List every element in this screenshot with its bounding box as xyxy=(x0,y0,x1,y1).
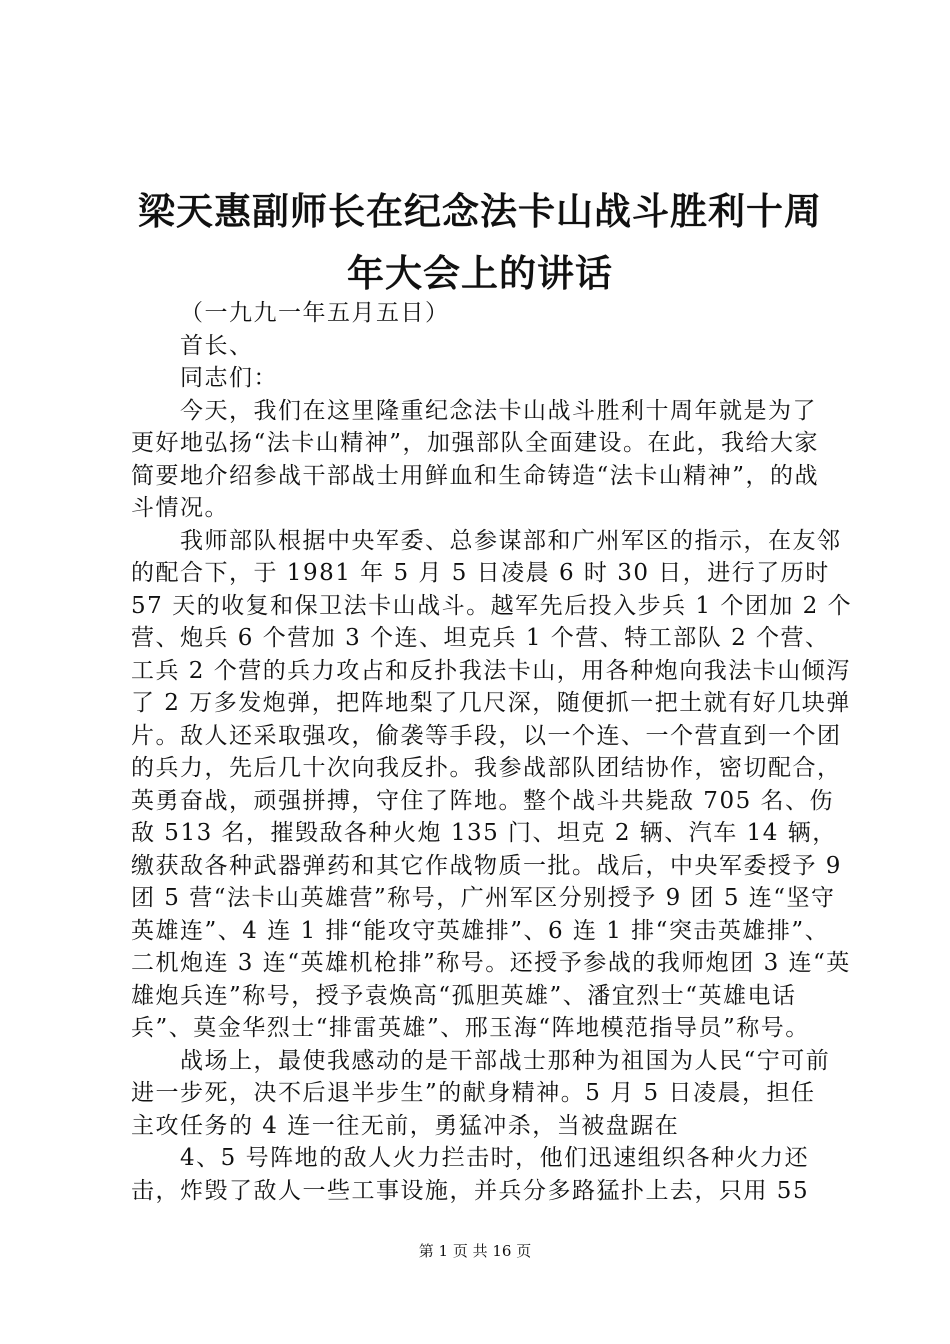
paragraph-battle-summary: 我师部队根据中央军委、总参谋部和广州军区的指示，在友邻的配合下，于 1981 年 5 月 5 日凌晨 6 时 30 日，进行了历时 57 天的收复和保卫法卡山战斗。越军先后投入步兵 1 个团加 2 个营、炮兵 6 个营加 3 个连、坦克兵 1 个营、特工部队 2 个营、工兵 2 个营的兵力攻占和反扑我法卡山，用各种炮向我法卡山倾泻了 2 万多发炮弹，把阵地梨了几尺深，随便抓一把土就有好几块弹片。敌人还采取强攻，偷袭等手段，以一个连、一个营直到一个团的兵力，先后几十次向我反扑。我参战部队团结协作，密切配合，英勇奋战，顽强拼搏，守住了阵地。整个战斗共毙敌 705 名、伤敌 513 名，摧毁敌各种火炮 135 门、坦克 2 辆、汽车 14 辆，缴获敌各种武器弹药和其它作战物质一批。战后，中央军委授予 9 团 5 营“法卡山英雄营”称号，广州军区分别授予 9 团 5 连“坚守英雄连”、4 连 1 排“能攻守英雄排”、6 连 1 排“突击英雄排”、二机炮连 3 连“英雄机枪排”称号。还授予参战的我师炮团 3 连“英雄炮兵连”称号，授予袁焕高“孤胆英雄”、潘宜烈士“英雄电话兵”、莫金华烈士“排雷英雄”、邢玉海“阵地模范指导员”称号。 xyxy=(131,527,853,1041)
salutation-line-2: 同志们： xyxy=(180,365,278,391)
paragraph-intro: 今天，我们在这里隆重纪念法卡山战斗胜利十周年就是为了更好地弘扬“法卡山精神”，加强部队全面建设。在此，我给大家简要地介绍参战干部战士用鲜血和生命铸造“法卡山精神”，的战斗情况。 xyxy=(131,397,820,521)
page-number-footer: 第 1 页 共 16 页 xyxy=(418,1242,532,1260)
paragraph-continuation: 4、5 号阵地的敌人火力拦击时，他们迅速组织各种火力还击，炸毁了敌人一些工事设施，并兵分多路猛扑上去，只用 55 xyxy=(131,1145,810,1204)
salutation-line-1: 首长、 xyxy=(180,332,254,359)
paragraph-sacrifice: 战场上，最使我感动的是干部战士那种为祖国为人民“宁可前进一步死，决不后退半步生”的献身精神。5 月 5 日凌晨，担任主攻任务的 4 连一往无前，勇猛冲杀，当被盘踞在 xyxy=(131,1047,831,1139)
document-body xyxy=(131,297,853,1207)
date-line: （一九九一年五月五日） xyxy=(180,300,450,326)
document-title: 梁天惠副师长在纪念法卡山战斗胜利十周年大会上的讲话 xyxy=(138,189,822,295)
